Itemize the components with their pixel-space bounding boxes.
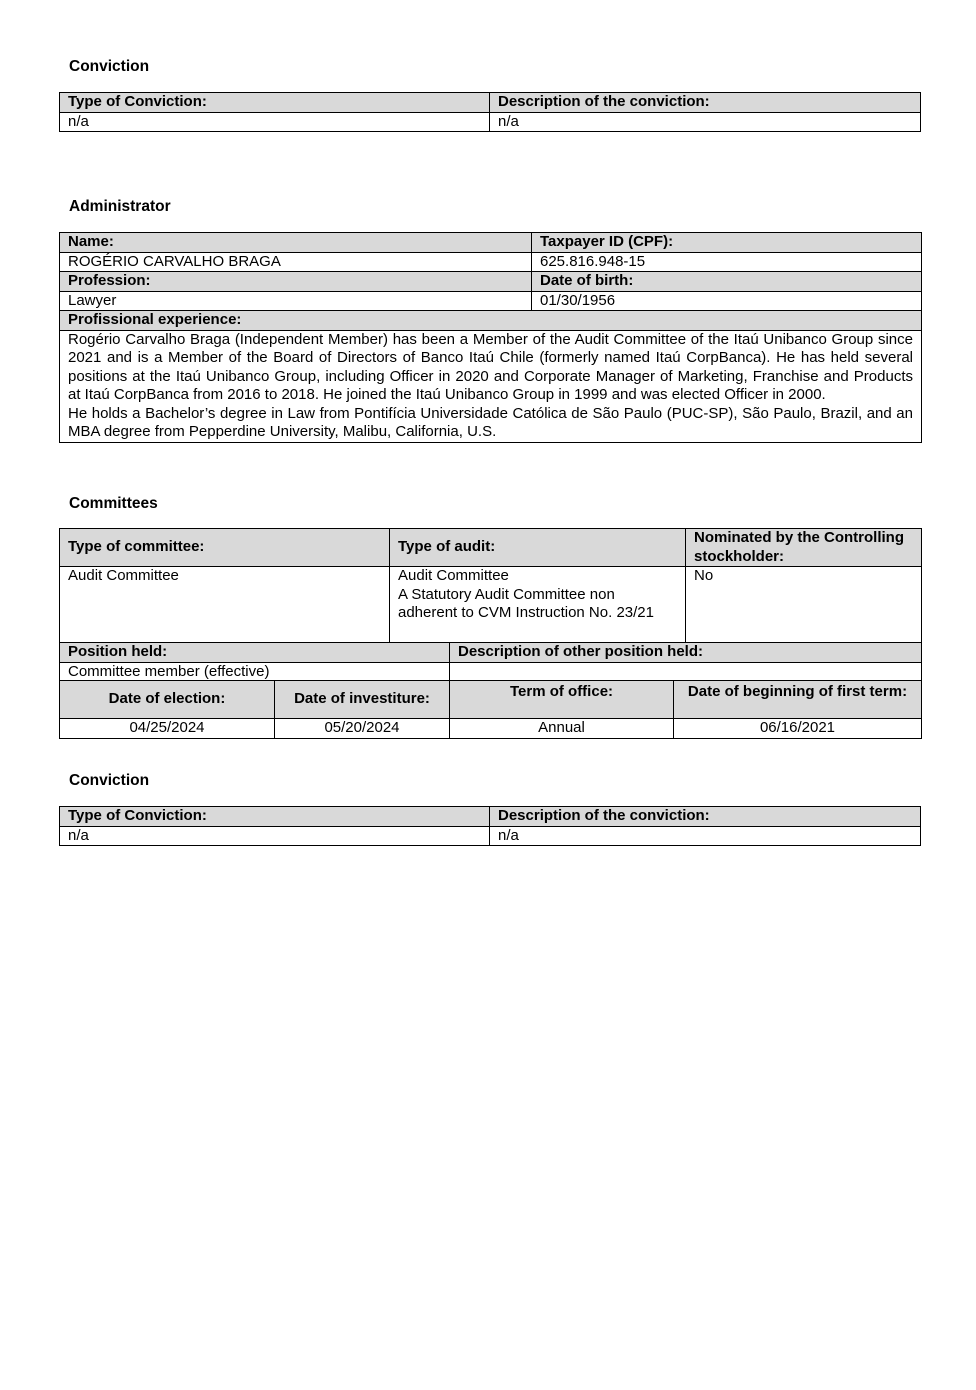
type-of-audit-label: Type of audit:: [390, 529, 686, 567]
nominated-by-controlling-value: No: [686, 567, 922, 643]
description-of-conviction-label: Description of the conviction:: [490, 93, 921, 113]
professional-experience-paragraph-2: He holds a Bachelor’s degree in Law from Pontifícia Universidade Católica de São Paulo (PUC-SP), São Paulo, Brazil, and an MBA degree from Pepperdine University, Malibu, California, U.S.: [68, 404, 913, 440]
position-held-value: Committee member (effective): [60, 662, 450, 682]
description-of-conviction-label-2: Description of the conviction:: [490, 807, 921, 827]
type-of-audit-value-line1: Audit Committee: [398, 567, 509, 584]
type-of-conviction-value: n/a: [60, 112, 490, 132]
term-of-office-value: Annual: [450, 719, 674, 739]
date-of-birth-label: Date of birth:: [532, 272, 922, 292]
administrator-table: [59, 232, 922, 443]
name-value: ROGÉRIO CARVALHO BRAGA: [60, 252, 532, 272]
date-of-first-term-value: 06/16/2021: [674, 719, 922, 739]
date-of-birth-value: 01/30/1956: [532, 291, 922, 311]
name-label: Name:: [60, 233, 532, 253]
taxpayer-id-label: Taxpayer ID (CPF):: [532, 233, 922, 253]
professional-experience-paragraph-1: Rogério Carvalho Braga (Independent Member) has been a Member of the Audit Committee of the Itaú Unibanco Group since 2021 and is a Member of the Board of Directors of Banco Itaú Chile (formerly named Itaú CorpBanca). He has held several positions at the Itaú Unibanco Group, including Officer in 2020 and Corporate Manager of Marketing, Franchise and Products at Itaú CorpBanca from 2016 to 2018. He joined the Itaú Unibanco Group in 1999 and was elected Officer in 2000.: [68, 330, 913, 403]
other-position-value: [450, 662, 922, 682]
taxpayer-id-value: 625.816.948-15: [532, 252, 922, 272]
conviction-heading-2: Conviction: [69, 772, 150, 789]
conviction-table: [59, 92, 921, 132]
conviction-table-2: [59, 806, 921, 846]
type-of-conviction-label-2: Type of Conviction:: [60, 807, 490, 827]
other-position-label: Description of other position held:: [450, 643, 922, 663]
type-of-committee-label: Type of committee:: [60, 529, 390, 567]
committees-heading: Committees: [69, 495, 158, 512]
description-of-conviction-value-2: n/a: [490, 826, 921, 846]
profession-value: Lawyer: [60, 291, 532, 311]
date-of-election-label: Date of election:: [60, 681, 275, 719]
conviction-heading: Conviction: [69, 58, 150, 75]
professional-experience-label: Profissional experience:: [60, 311, 922, 331]
term-of-office-label: Term of office:: [450, 681, 674, 719]
committees-table-top: [59, 528, 922, 643]
type-of-audit-value: [390, 567, 686, 643]
committees-table-position: [59, 642, 922, 682]
date-of-investiture-label: Date of investiture:: [275, 681, 450, 719]
committees-table-dates: [59, 680, 922, 739]
date-of-first-term-label: Date of beginning of first term:: [674, 681, 922, 719]
professional-experience-text: [60, 330, 922, 442]
date-of-investiture-value: 05/20/2024: [275, 719, 450, 739]
description-of-conviction-value: n/a: [490, 112, 921, 132]
type-of-audit-value-line2: A Statutory Audit Committee non adherent to CVM Instruction No. 23/21: [398, 585, 654, 621]
administrator-heading: Administrator: [69, 198, 171, 215]
date-of-election-value: 04/25/2024: [60, 719, 275, 739]
type-of-conviction-value-2: n/a: [60, 826, 490, 846]
profession-label: Profession:: [60, 272, 532, 292]
type-of-committee-value: Audit Committee: [60, 567, 390, 643]
nominated-by-controlling-label: Nominated by the Controlling stockholder:: [686, 529, 922, 567]
position-held-label: Position held:: [60, 643, 450, 663]
type-of-conviction-label: Type of Conviction:: [60, 93, 490, 113]
